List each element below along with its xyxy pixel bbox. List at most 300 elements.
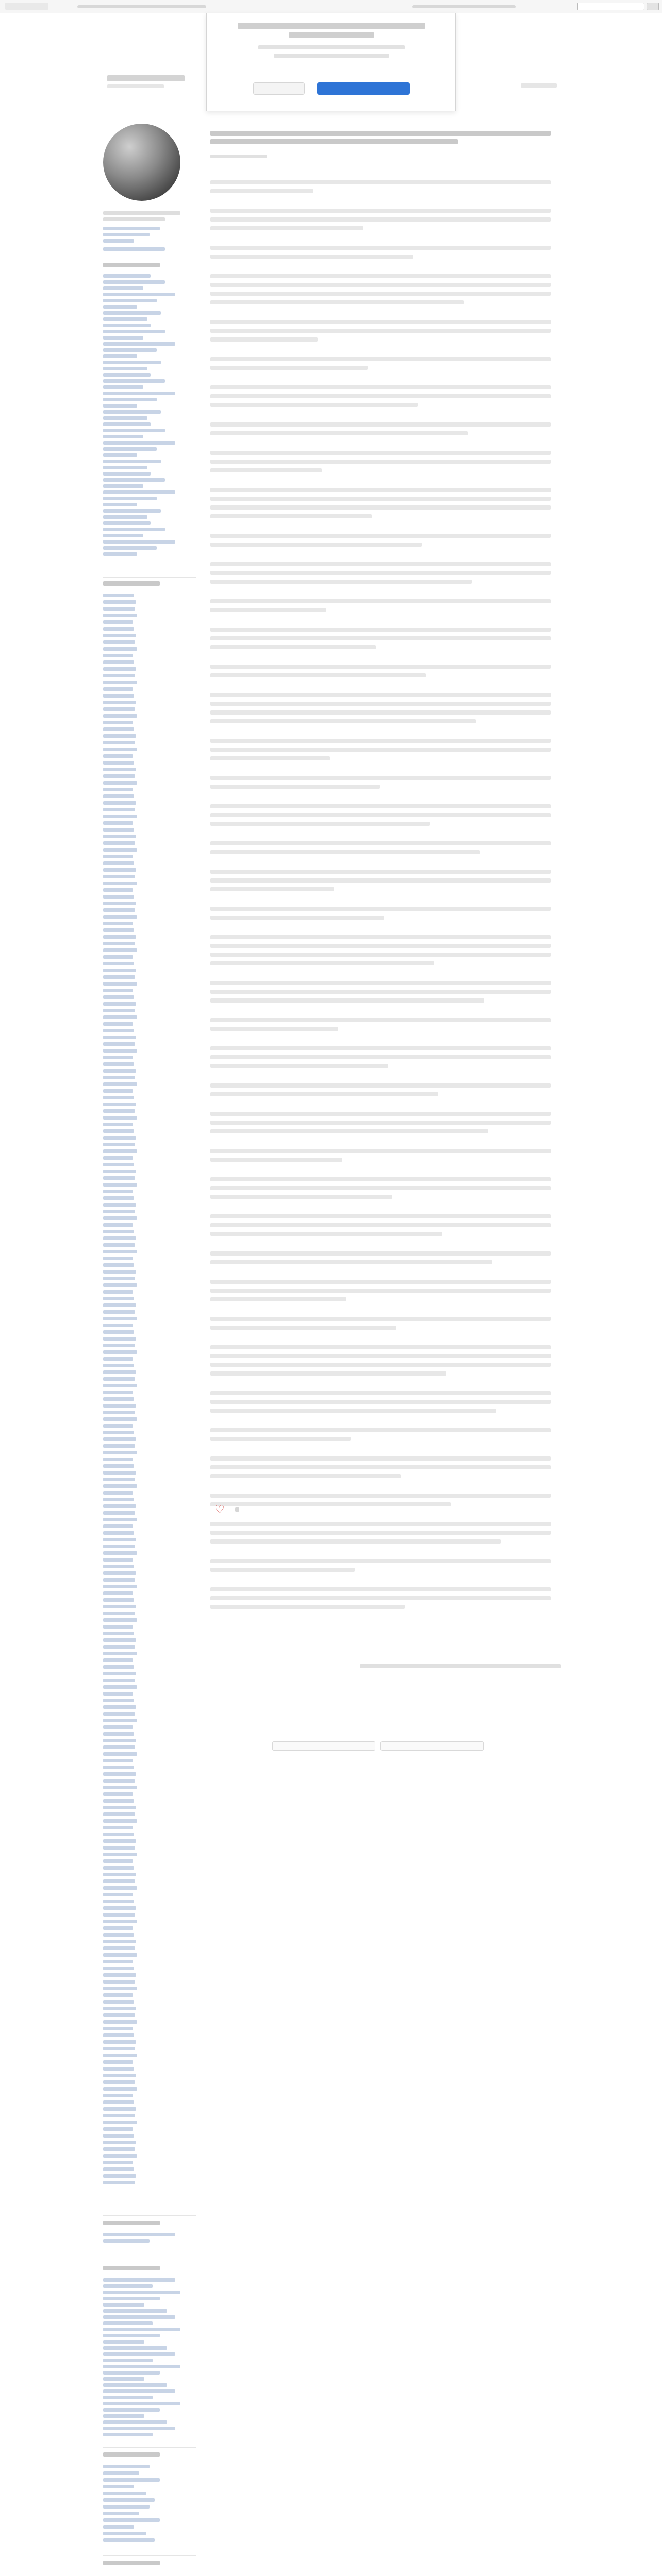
side-link[interactable] xyxy=(103,2239,150,2243)
category-link[interactable] xyxy=(103,299,157,302)
comment-entry[interactable] xyxy=(103,2371,160,2375)
archive-month-link[interactable] xyxy=(103,2161,133,2164)
archive-month-link[interactable] xyxy=(103,868,136,872)
heart-icon[interactable]: ♡ xyxy=(214,1503,225,1516)
archive-month-link[interactable] xyxy=(103,1699,134,1702)
archive-month-link[interactable] xyxy=(103,935,136,939)
archive-month-link[interactable] xyxy=(103,989,133,992)
category-link[interactable] xyxy=(103,441,175,445)
archive-month-link[interactable] xyxy=(103,1933,134,1937)
archive-month-link[interactable] xyxy=(103,969,136,972)
archive-month-link[interactable] xyxy=(103,1143,135,1146)
archive-month-link[interactable] xyxy=(103,2060,133,2064)
comment-entry[interactable] xyxy=(103,2396,153,2399)
search-button[interactable] xyxy=(647,3,659,10)
category-link[interactable] xyxy=(103,373,151,377)
comment-entry[interactable] xyxy=(103,2278,175,2282)
comment-entry[interactable] xyxy=(103,2321,153,2325)
category-link[interactable] xyxy=(103,453,137,457)
archive-month-link[interactable] xyxy=(103,1029,134,1032)
archive-month-link[interactable] xyxy=(103,1578,135,1582)
category-link[interactable] xyxy=(103,311,161,315)
archive-month-link[interactable] xyxy=(103,1531,134,1535)
archive-month-link[interactable] xyxy=(103,1236,136,1240)
archive-month-link[interactable] xyxy=(103,1210,135,1213)
archive-month-link[interactable] xyxy=(103,1484,137,1488)
archive-month-link[interactable] xyxy=(103,1136,136,1140)
archive-month-link[interactable] xyxy=(103,1270,136,1274)
comment-entry[interactable] xyxy=(103,2433,153,2436)
archive-month-link[interactable] xyxy=(103,1826,133,1829)
link-item[interactable] xyxy=(103,2512,139,2515)
archive-month-link[interactable] xyxy=(103,1665,134,1669)
archive-month-link[interactable] xyxy=(103,1719,137,1722)
archive-month-link[interactable] xyxy=(103,962,134,965)
category-link[interactable] xyxy=(103,447,157,451)
archive-month-link[interactable] xyxy=(103,1946,135,1950)
archive-month-link[interactable] xyxy=(103,895,134,899)
category-link[interactable] xyxy=(103,528,165,531)
comment-entry[interactable] xyxy=(103,2359,153,2362)
archive-month-link[interactable] xyxy=(103,1163,134,1166)
archive-month-link[interactable] xyxy=(103,841,135,845)
comment-entry[interactable] xyxy=(103,2389,175,2393)
archive-month-link[interactable] xyxy=(103,1685,137,1689)
archive-month-link[interactable] xyxy=(103,1350,137,1354)
archive-month-link[interactable] xyxy=(103,2181,135,2184)
archive-month-link[interactable] xyxy=(103,614,137,617)
blog-title[interactable] xyxy=(107,75,185,81)
archive-month-link[interactable] xyxy=(103,2047,135,2050)
archive-month-link[interactable] xyxy=(103,600,136,604)
archive-month-link[interactable] xyxy=(103,1571,136,1575)
category-link[interactable] xyxy=(103,305,137,309)
archive-month-link[interactable] xyxy=(103,1002,136,1006)
archive-month-link[interactable] xyxy=(103,975,135,979)
archive-month-link[interactable] xyxy=(103,1879,135,1883)
category-link[interactable] xyxy=(103,497,157,500)
archive-month-link[interactable] xyxy=(103,1009,135,1012)
comment-entry[interactable] xyxy=(103,2340,144,2344)
archive-month-link[interactable] xyxy=(103,1464,134,1468)
next-post-link[interactable] xyxy=(380,1741,484,1751)
archive-month-link[interactable] xyxy=(103,908,135,912)
profile-link[interactable] xyxy=(103,239,134,243)
profile-link[interactable] xyxy=(103,247,165,251)
archive-month-link[interactable] xyxy=(103,942,135,945)
archive-month-link[interactable] xyxy=(103,1940,136,1943)
search-input[interactable] xyxy=(577,3,644,10)
archive-month-link[interactable] xyxy=(103,1471,136,1475)
archive-month-link[interactable] xyxy=(103,734,136,738)
category-link[interactable] xyxy=(103,472,151,476)
archive-month-link[interactable] xyxy=(103,640,135,644)
archive-month-link[interactable] xyxy=(103,1263,134,1267)
archive-month-link[interactable] xyxy=(103,647,137,651)
archive-month-link[interactable] xyxy=(103,1243,135,1247)
archive-month-link[interactable] xyxy=(103,1893,133,1896)
archive-month-link[interactable] xyxy=(103,1103,136,1106)
archive-month-link[interactable] xyxy=(103,761,134,765)
comment-entry[interactable] xyxy=(103,2334,160,2337)
archive-month-link[interactable] xyxy=(103,1839,136,1843)
comment-entry[interactable] xyxy=(103,2408,160,2412)
category-link[interactable] xyxy=(103,367,147,370)
archive-month-link[interactable] xyxy=(103,727,134,731)
archive-month-link[interactable] xyxy=(103,1290,133,1294)
archive-month-link[interactable] xyxy=(103,1819,137,1823)
archive-month-link[interactable] xyxy=(103,1123,133,1126)
archive-month-link[interactable] xyxy=(103,1786,137,1789)
archive-month-link[interactable] xyxy=(103,1806,136,1809)
archive-month-link[interactable] xyxy=(103,1960,133,1963)
archive-month-link[interactable] xyxy=(103,1591,133,1595)
archive-month-link[interactable] xyxy=(103,654,133,657)
archive-month-link[interactable] xyxy=(103,1183,137,1187)
archive-month-link[interactable] xyxy=(103,1190,133,1193)
archive-month-link[interactable] xyxy=(103,1303,136,1307)
archive-month-link[interactable] xyxy=(103,1176,135,1180)
archive-month-link[interactable] xyxy=(103,1431,134,1434)
archive-month-link[interactable] xyxy=(103,627,134,631)
dialog-subscribe-button[interactable] xyxy=(317,82,410,95)
archive-month-link[interactable] xyxy=(103,1337,136,1341)
comment-entry[interactable] xyxy=(103,2291,180,2294)
category-link[interactable] xyxy=(103,540,175,544)
archive-month-link[interactable] xyxy=(103,888,133,892)
archive-month-link[interactable] xyxy=(103,1518,137,1521)
archive-month-link[interactable] xyxy=(103,1056,133,1059)
link-item[interactable] xyxy=(103,2492,146,2495)
archive-month-link[interactable] xyxy=(103,781,137,785)
archive-month-link[interactable] xyxy=(103,1170,136,1173)
link-item[interactable] xyxy=(103,2518,160,2522)
archive-month-link[interactable] xyxy=(103,1973,136,1977)
archive-month-link[interactable] xyxy=(103,1116,137,1120)
category-link[interactable] xyxy=(103,416,147,420)
archive-month-link[interactable] xyxy=(103,1833,134,1836)
category-link[interactable] xyxy=(103,521,151,525)
archive-month-link[interactable] xyxy=(103,828,134,832)
archive-month-link[interactable] xyxy=(103,1089,133,1093)
comment-entry[interactable] xyxy=(103,2315,175,2319)
archive-month-link[interactable] xyxy=(103,754,133,758)
archive-month-link[interactable] xyxy=(103,948,137,952)
archive-month-link[interactable] xyxy=(103,1391,133,1394)
archive-month-link[interactable] xyxy=(103,2174,136,2178)
archive-month-link[interactable] xyxy=(103,1558,133,1562)
archive-month-link[interactable] xyxy=(103,1036,136,1039)
archive-month-link[interactable] xyxy=(103,2134,134,2138)
archive-month-link[interactable] xyxy=(103,1216,137,1220)
archive-month-link[interactable] xyxy=(103,667,136,671)
archive-month-link[interactable] xyxy=(103,2141,136,2144)
archive-month-link[interactable] xyxy=(103,1478,135,1481)
category-link[interactable] xyxy=(103,317,147,321)
archive-month-link[interactable] xyxy=(103,848,137,852)
archive-month-link[interactable] xyxy=(103,607,135,611)
service-logo[interactable] xyxy=(5,3,48,10)
archive-month-link[interactable] xyxy=(103,2167,134,2171)
archive-month-link[interactable] xyxy=(103,1672,136,1675)
archive-month-link[interactable] xyxy=(103,741,135,744)
archive-month-link[interactable] xyxy=(103,1799,134,1803)
archive-month-link[interactable] xyxy=(103,1411,135,1414)
archive-month-link[interactable] xyxy=(103,2107,136,2111)
archive-month-link[interactable] xyxy=(103,1404,136,1408)
comment-entry[interactable] xyxy=(103,2297,160,2300)
comment-entry[interactable] xyxy=(103,2352,175,2356)
archive-month-link[interactable] xyxy=(103,2013,135,2017)
archive-month-link[interactable] xyxy=(103,808,135,811)
archive-month-link[interactable] xyxy=(103,1370,136,1374)
archive-month-link[interactable] xyxy=(103,1598,134,1602)
link-item[interactable] xyxy=(103,2471,139,2475)
archive-month-link[interactable] xyxy=(103,774,135,778)
archive-month-link[interactable] xyxy=(103,1344,135,1347)
category-link[interactable] xyxy=(103,410,161,414)
category-link[interactable] xyxy=(103,330,165,333)
category-link[interactable] xyxy=(103,336,143,340)
article-title-continued[interactable] xyxy=(210,139,458,144)
archive-month-link[interactable] xyxy=(103,1156,133,1160)
archive-month-link[interactable] xyxy=(103,1618,137,1622)
archive-month-link[interactable] xyxy=(103,634,136,637)
category-link[interactable] xyxy=(103,274,151,278)
archive-month-link[interactable] xyxy=(103,594,134,597)
category-link[interactable] xyxy=(103,392,175,395)
archive-month-link[interactable] xyxy=(103,1585,137,1588)
archive-month-link[interactable] xyxy=(103,1866,134,1870)
archive-month-link[interactable] xyxy=(103,2074,136,2077)
category-link[interactable] xyxy=(103,354,137,358)
profile-link[interactable] xyxy=(103,233,150,236)
archive-month-link[interactable] xyxy=(103,1283,137,1287)
archive-month-link[interactable] xyxy=(103,1953,137,1957)
comment-entry[interactable] xyxy=(103,2309,167,2313)
archive-month-link[interactable] xyxy=(103,1752,137,1756)
category-link[interactable] xyxy=(103,478,165,482)
comment-entry[interactable] xyxy=(103,2303,144,2307)
category-link[interactable] xyxy=(103,460,161,463)
category-link[interactable] xyxy=(103,515,147,519)
link-item[interactable] xyxy=(103,2538,155,2542)
archive-month-link[interactable] xyxy=(103,1993,133,1997)
archive-month-link[interactable] xyxy=(103,1042,135,1046)
account-links[interactable] xyxy=(412,5,516,8)
archive-month-link[interactable] xyxy=(103,1203,136,1207)
archive-month-link[interactable] xyxy=(103,1062,134,1066)
archive-month-link[interactable] xyxy=(103,1712,135,1716)
archive-month-link[interactable] xyxy=(103,861,134,865)
link-item[interactable] xyxy=(103,2478,160,2482)
archive-month-link[interactable] xyxy=(103,2147,135,2151)
archive-month-link[interactable] xyxy=(103,748,137,751)
side-link[interactable] xyxy=(103,2233,175,2236)
link-item[interactable] xyxy=(103,2465,150,2468)
archive-month-link[interactable] xyxy=(103,694,134,698)
dialog-close-button[interactable] xyxy=(253,82,305,95)
archive-month-link[interactable] xyxy=(103,1779,135,1783)
link-item[interactable] xyxy=(103,2485,134,2488)
profile-avatar[interactable] xyxy=(103,124,180,201)
archive-month-link[interactable] xyxy=(103,902,136,905)
link-item[interactable] xyxy=(103,2505,150,2509)
archive-month-link[interactable] xyxy=(103,1384,137,1387)
category-link[interactable] xyxy=(103,398,157,401)
archive-month-link[interactable] xyxy=(103,1605,136,1608)
link-item[interactable] xyxy=(103,2498,155,2502)
archive-month-link[interactable] xyxy=(103,2114,135,2117)
archive-month-link[interactable] xyxy=(103,681,137,684)
profile-link[interactable] xyxy=(521,83,557,88)
archive-month-link[interactable] xyxy=(103,1980,135,1984)
category-link[interactable] xyxy=(103,342,175,346)
archive-month-link[interactable] xyxy=(103,1565,134,1568)
archive-month-link[interactable] xyxy=(103,2027,133,2030)
category-link[interactable] xyxy=(103,286,143,290)
archive-month-link[interactable] xyxy=(103,2127,133,2131)
archive-month-link[interactable] xyxy=(103,1913,135,1917)
archive-month-link[interactable] xyxy=(103,1679,135,1682)
archive-month-link[interactable] xyxy=(103,1491,133,1495)
archive-month-link[interactable] xyxy=(103,2067,134,2071)
archive-month-link[interactable] xyxy=(103,620,133,624)
archive-month-link[interactable] xyxy=(103,1652,137,1655)
profile-link[interactable] xyxy=(103,227,160,230)
archive-month-link[interactable] xyxy=(103,801,136,805)
archive-month-link[interactable] xyxy=(103,2040,136,2044)
archive-month-link[interactable] xyxy=(103,1364,134,1367)
archive-month-link[interactable] xyxy=(103,1015,137,1019)
category-link[interactable] xyxy=(103,509,161,513)
archive-month-link[interactable] xyxy=(103,2154,137,2158)
archive-month-link[interactable] xyxy=(103,1739,136,1742)
archive-month-link[interactable] xyxy=(103,1906,136,1910)
archive-month-link[interactable] xyxy=(103,1987,137,1990)
archive-month-link[interactable] xyxy=(103,687,133,691)
archive-month-link[interactable] xyxy=(103,1926,133,1930)
archive-month-link[interactable] xyxy=(103,2121,137,2124)
category-link[interactable] xyxy=(103,503,137,506)
archive-month-link[interactable] xyxy=(103,1498,134,1501)
archive-month-link[interactable] xyxy=(103,1397,134,1401)
archive-month-link[interactable] xyxy=(103,714,137,718)
category-link[interactable] xyxy=(103,435,143,438)
archive-month-link[interactable] xyxy=(103,1230,134,1233)
archive-month-link[interactable] xyxy=(103,1277,135,1280)
comment-entry[interactable] xyxy=(103,2414,144,2418)
archive-month-link[interactable] xyxy=(103,1069,136,1073)
category-link[interactable] xyxy=(103,280,165,284)
archive-month-link[interactable] xyxy=(103,1109,135,1113)
comment-entry[interactable] xyxy=(103,2402,180,2405)
archive-month-link[interactable] xyxy=(103,1129,134,1133)
archive-month-link[interactable] xyxy=(103,721,133,724)
category-link[interactable] xyxy=(103,429,165,432)
archive-month-link[interactable] xyxy=(103,1196,134,1200)
archive-month-link[interactable] xyxy=(103,1444,135,1448)
category-link[interactable] xyxy=(103,552,137,556)
archive-month-link[interactable] xyxy=(103,875,135,878)
archive-month-link[interactable] xyxy=(103,1082,137,1086)
archive-month-link[interactable] xyxy=(103,660,134,664)
archive-month-link[interactable] xyxy=(103,674,135,677)
archive-month-link[interactable] xyxy=(103,2080,135,2084)
comment-entry[interactable] xyxy=(103,2427,175,2430)
category-link[interactable] xyxy=(103,422,151,426)
archive-month-link[interactable] xyxy=(103,794,134,798)
category-link[interactable] xyxy=(103,466,147,469)
archive-month-link[interactable] xyxy=(103,922,133,925)
category-link[interactable] xyxy=(103,404,137,408)
archive-month-link[interactable] xyxy=(103,915,137,919)
category-link[interactable] xyxy=(103,546,157,550)
archive-month-link[interactable] xyxy=(103,1692,133,1696)
archive-month-link[interactable] xyxy=(103,1223,133,1227)
archive-month-link[interactable] xyxy=(103,1859,133,1863)
archive-month-link[interactable] xyxy=(103,1417,137,1421)
archive-month-link[interactable] xyxy=(103,1900,134,1903)
archive-month-link[interactable] xyxy=(103,1792,133,1796)
archive-month-link[interactable] xyxy=(103,1330,134,1334)
archive-month-link[interactable] xyxy=(103,1049,137,1053)
archive-month-link[interactable] xyxy=(103,928,134,932)
archive-month-link[interactable] xyxy=(103,1324,133,1327)
archive-month-link[interactable] xyxy=(103,1920,137,1923)
comment-entry[interactable] xyxy=(103,2420,167,2424)
archive-month-link[interactable] xyxy=(103,1886,137,1890)
archive-month-link[interactable] xyxy=(103,1504,136,1508)
archive-month-link[interactable] xyxy=(103,2033,134,2037)
archive-month-link[interactable] xyxy=(103,1967,134,1970)
comment-entry[interactable] xyxy=(103,2346,167,2350)
archive-month-link[interactable] xyxy=(103,821,133,825)
comment-entry[interactable] xyxy=(103,2383,167,2387)
archive-month-link[interactable] xyxy=(103,1812,135,1816)
category-link[interactable] xyxy=(103,293,175,296)
article-footer[interactable] xyxy=(360,1664,561,1668)
archive-month-link[interactable] xyxy=(103,1612,135,1615)
comment-entry[interactable] xyxy=(103,2328,180,2331)
article-title[interactable] xyxy=(210,131,551,136)
archive-month-link[interactable] xyxy=(103,1149,137,1153)
comment-entry[interactable] xyxy=(103,2377,144,2381)
category-link[interactable] xyxy=(103,490,175,494)
archive-month-link[interactable] xyxy=(103,1297,134,1300)
archive-month-link[interactable] xyxy=(103,855,133,858)
archive-month-link[interactable] xyxy=(103,1632,134,1635)
category-link[interactable] xyxy=(103,379,165,383)
archive-month-link[interactable] xyxy=(103,1377,135,1381)
archive-month-link[interactable] xyxy=(103,1759,133,1762)
archive-month-link[interactable] xyxy=(103,1451,137,1454)
archive-month-link[interactable] xyxy=(103,1658,133,1662)
archive-month-link[interactable] xyxy=(103,835,136,838)
archive-month-link[interactable] xyxy=(103,1458,133,1461)
archive-month-link[interactable] xyxy=(103,1257,133,1260)
archive-month-link[interactable] xyxy=(103,701,136,704)
category-link[interactable] xyxy=(103,324,151,327)
archive-month-link[interactable] xyxy=(103,1424,133,1428)
category-link[interactable] xyxy=(103,361,161,364)
archive-month-link[interactable] xyxy=(103,1725,133,1729)
archive-month-link[interactable] xyxy=(103,1538,136,1541)
archive-month-link[interactable] xyxy=(103,815,137,818)
previous-post-link[interactable] xyxy=(272,1741,375,1751)
archive-month-link[interactable] xyxy=(103,1357,133,1361)
archive-month-link[interactable] xyxy=(103,1638,136,1642)
